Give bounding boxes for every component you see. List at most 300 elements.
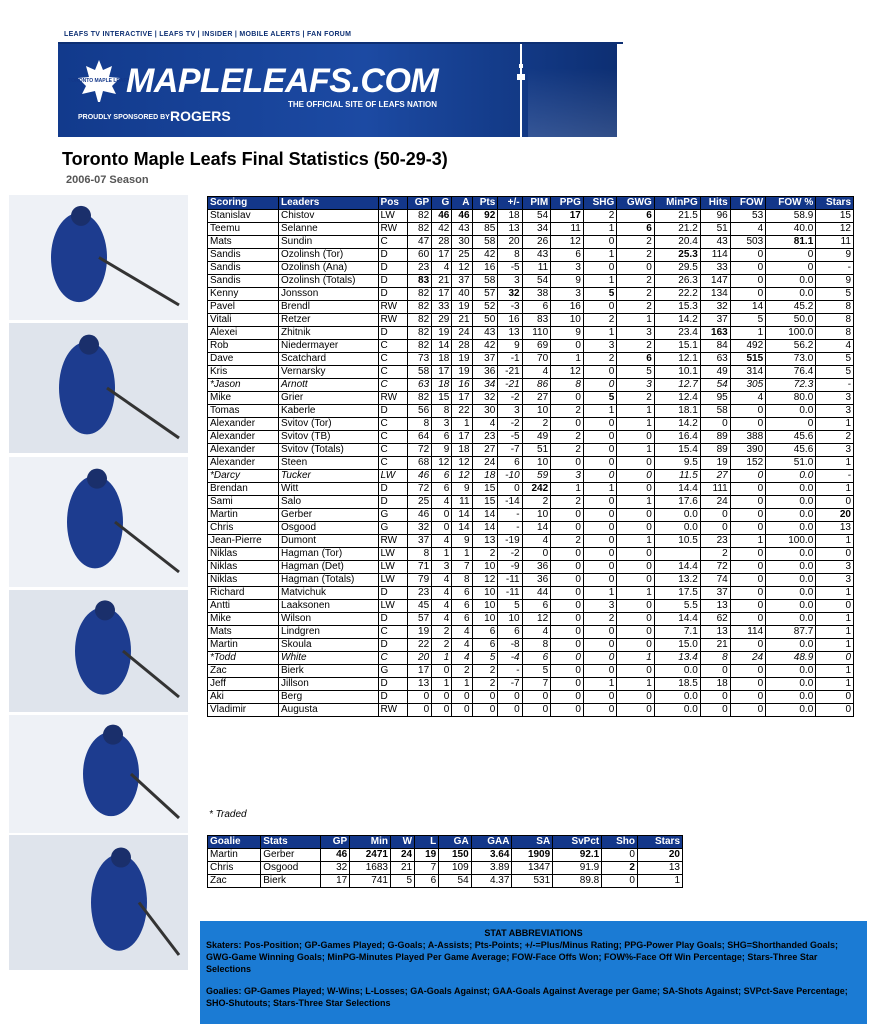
skater-cell: 2 xyxy=(432,626,452,639)
skater-cell: -19 xyxy=(498,535,522,548)
skater-cell: 5 xyxy=(498,600,522,613)
skater-cell: Grier xyxy=(279,392,379,405)
skater-cell: Martin xyxy=(208,639,279,652)
skater-cell: LW xyxy=(378,548,407,561)
skater-cell: 10 xyxy=(472,587,498,600)
skater-cell: 6 xyxy=(617,210,655,223)
skater-row xyxy=(208,327,854,340)
skater-cell: Jonsson xyxy=(279,288,379,301)
skater-cell: Jillson xyxy=(279,678,379,691)
skater-cell: 0 xyxy=(730,470,765,483)
skater-cell: 0 xyxy=(583,496,616,509)
skater-cell: 0 xyxy=(551,574,584,587)
skater-cell: 18 xyxy=(452,444,472,457)
photo-6 xyxy=(9,835,188,970)
skater-cell: 0 xyxy=(730,587,765,600)
skater-row xyxy=(208,639,854,652)
skater-header-row xyxy=(208,197,854,210)
skater-cell: 0 xyxy=(472,691,498,704)
skater-cell: 0 xyxy=(583,626,616,639)
skater-cell: 9 xyxy=(432,444,452,457)
skater-cell: 24 xyxy=(730,652,765,665)
skater-cell: 1 xyxy=(730,535,765,548)
skater-header-scoring: Scoring xyxy=(208,197,279,210)
skater-row xyxy=(208,561,854,574)
skater-cell: 114 xyxy=(700,249,730,262)
skater-cell: 23 xyxy=(407,587,431,600)
skater-cell: C xyxy=(378,431,407,444)
skater-cell: 40.0 xyxy=(766,223,816,236)
skater-cell: 82 xyxy=(407,327,431,340)
traded-note: * Traded xyxy=(209,809,247,820)
skater-cell: 314 xyxy=(730,366,765,379)
skater-cell: Niklas xyxy=(208,574,279,587)
skater-cell: 25 xyxy=(452,249,472,262)
skater-cell: Sami xyxy=(208,496,279,509)
skater-cell: 72 xyxy=(407,483,431,496)
skater-cell: LW xyxy=(378,210,407,223)
skater-cell: 4 xyxy=(432,587,452,600)
skater-row xyxy=(208,288,854,301)
skater-cell: D xyxy=(378,249,407,262)
skater-cell: 0.0 xyxy=(766,704,816,717)
skater-cell: 17 xyxy=(452,431,472,444)
skater-cell: 14 xyxy=(472,509,498,522)
skater-cell: 21 xyxy=(452,314,472,327)
skater-cell: 1 xyxy=(583,275,616,288)
skater-cell: Niedermayer xyxy=(279,340,379,353)
skater-cell: 6 xyxy=(452,613,472,626)
goalie-cell: Martin xyxy=(208,849,261,862)
skater-cell: Svitov (Totals) xyxy=(279,444,379,457)
goalie-header-goalie: Goalie xyxy=(208,836,261,849)
skater-cell: 36 xyxy=(522,561,551,574)
goalie-cell: 1683 xyxy=(350,862,391,875)
skater-cell: 87.7 xyxy=(766,626,816,639)
skater-cell: -7 xyxy=(498,444,522,457)
skater-cell: -21 xyxy=(498,366,522,379)
goalie-cell: 6 xyxy=(415,875,439,888)
skater-cell: 1 xyxy=(816,626,854,639)
skater-cell: Pavel xyxy=(208,301,279,314)
skater-cell: 38 xyxy=(522,288,551,301)
skater-cell: 1 xyxy=(452,548,472,561)
skater-cell: 0.0 xyxy=(766,574,816,587)
skater-cell: 81.1 xyxy=(766,236,816,249)
skater-cell: 3 xyxy=(617,379,655,392)
skater-cell: 10 xyxy=(472,561,498,574)
skater-cell: 0 xyxy=(583,444,616,457)
skater-cell: 0.0 xyxy=(766,548,816,561)
goalie-cell: 5 xyxy=(390,875,414,888)
skater-cell: 0.0 xyxy=(766,405,816,418)
photo-3 xyxy=(9,457,188,587)
goalie-cell: 21 xyxy=(390,862,414,875)
skater-cell: 79 xyxy=(407,574,431,587)
goalie-cell: 92.1 xyxy=(553,849,602,862)
skater-row xyxy=(208,704,854,717)
goalie-cell: 1909 xyxy=(512,849,553,862)
skater-cell: 0 xyxy=(498,691,522,704)
skater-cell: 10 xyxy=(522,405,551,418)
skater-cell: 0 xyxy=(730,691,765,704)
skater-cell: 4 xyxy=(730,223,765,236)
skater-cell: 43 xyxy=(452,223,472,236)
goalie-cell: 91.9 xyxy=(553,862,602,875)
skater-header-leaders: Leaders xyxy=(279,197,379,210)
skater-cell: 0 xyxy=(583,262,616,275)
skater-cell: 15.3 xyxy=(654,301,700,314)
skater-cell: 10 xyxy=(522,509,551,522)
skater-cell: 47 xyxy=(407,236,431,249)
skater-cell: 14 xyxy=(472,522,498,535)
skater-cell: 242 xyxy=(522,483,551,496)
skater-cell: 23 xyxy=(407,262,431,275)
goalie-header-w: W xyxy=(390,836,414,849)
skater-cell: Martin xyxy=(208,509,279,522)
skater-cell: 29 xyxy=(432,314,452,327)
skater-cell: 17.6 xyxy=(654,496,700,509)
goalie-cell: 4.37 xyxy=(471,875,512,888)
skater-cell: 10 xyxy=(522,457,551,470)
skater-cell: -2 xyxy=(498,392,522,405)
skater-cell: 0 xyxy=(583,665,616,678)
skater-cell: 390 xyxy=(730,444,765,457)
skater-cell: 0 xyxy=(551,600,584,613)
skater-cell: White xyxy=(279,652,379,665)
skater-cell: 3 xyxy=(617,327,655,340)
skater-cell: 0 xyxy=(551,587,584,600)
skater-cell: 0 xyxy=(551,626,584,639)
skater-cell: 0.0 xyxy=(654,665,700,678)
skater-cell: Jean-Pierre xyxy=(208,535,279,548)
skater-cell: 1 xyxy=(816,483,854,496)
skater-row xyxy=(208,301,854,314)
skater-cell: -2 xyxy=(498,418,522,431)
skater-cell: 27 xyxy=(700,470,730,483)
skater-cell: 3 xyxy=(551,262,584,275)
skater-cell: 36 xyxy=(472,366,498,379)
site-name[interactable]: MAPLELEAFS.COM xyxy=(126,62,439,100)
skater-cell: 40 xyxy=(452,288,472,301)
skater-cell: 1 xyxy=(816,613,854,626)
skater-row xyxy=(208,444,854,457)
skater-cell: 23.4 xyxy=(654,327,700,340)
skater-row xyxy=(208,418,854,431)
skater-cell: 1 xyxy=(617,587,655,600)
skater-cell: - xyxy=(816,379,854,392)
skater-cell: 18 xyxy=(472,470,498,483)
skater-cell: 6 xyxy=(472,626,498,639)
skater-cell: 1 xyxy=(617,496,655,509)
skater-cell: 6 xyxy=(522,600,551,613)
skater-cell: 15.1 xyxy=(654,340,700,353)
skater-cell: RW xyxy=(378,704,407,717)
skater-cell: 25.3 xyxy=(654,249,700,262)
skater-cell: -9 xyxy=(498,561,522,574)
skater-cell: 0.0 xyxy=(766,509,816,522)
skater-cell: 0 xyxy=(766,418,816,431)
skater-cell: 6 xyxy=(522,301,551,314)
skater-cell: 0 xyxy=(583,366,616,379)
skater-cell: 111 xyxy=(700,483,730,496)
skater-cell: 4 xyxy=(522,626,551,639)
skater-cell: 8 xyxy=(407,548,431,561)
skater-cell: *Todd xyxy=(208,652,279,665)
skater-cell: 6 xyxy=(498,457,522,470)
skater-cell: Sundin xyxy=(279,236,379,249)
skater-header-gp: GP xyxy=(407,197,431,210)
skater-cell: 1 xyxy=(452,678,472,691)
skater-cell: 10 xyxy=(472,600,498,613)
skater-cell: 76.4 xyxy=(766,366,816,379)
skater-cell: 3 xyxy=(498,275,522,288)
skater-header-hits: Hits xyxy=(700,197,730,210)
skater-cell: 4 xyxy=(452,626,472,639)
skater-cell: Sandis xyxy=(208,275,279,288)
goalie-cell: 741 xyxy=(350,875,391,888)
skater-cell: 32 xyxy=(472,392,498,405)
skater-cell: 32 xyxy=(498,288,522,301)
skater-cell: 0 xyxy=(617,574,655,587)
skater-cell: 3 xyxy=(498,405,522,418)
skater-cell: 0 xyxy=(730,405,765,418)
skater-row xyxy=(208,548,854,561)
sponsor-label: PROUDLY SPONSORED BY xyxy=(78,114,170,121)
site-banner[interactable] xyxy=(58,28,617,137)
goalie-header-stars: Stars xyxy=(637,836,682,849)
skater-cell: 14.2 xyxy=(654,418,700,431)
skater-cell: 12.4 xyxy=(654,392,700,405)
skater-cell: 13 xyxy=(472,535,498,548)
skater-cell: 2 xyxy=(617,340,655,353)
goalie-stats-table xyxy=(207,835,683,888)
skater-cell: 1 xyxy=(583,587,616,600)
skater-cell: 14 xyxy=(452,522,472,535)
skater-cell: 0 xyxy=(452,704,472,717)
skater-cell: 4 xyxy=(472,418,498,431)
skater-cell: 6 xyxy=(472,639,498,652)
skater-cell: 1 xyxy=(816,535,854,548)
skater-cell: 0 xyxy=(617,262,655,275)
skater-cell: 33 xyxy=(700,262,730,275)
skater-header-a: A xyxy=(452,197,472,210)
skater-cell: 26.3 xyxy=(654,275,700,288)
skater-cell: 9 xyxy=(816,275,854,288)
skater-cell: 24 xyxy=(472,457,498,470)
skater-cell: 1 xyxy=(432,548,452,561)
skater-cell: 0 xyxy=(498,483,522,496)
skater-cell: 0 xyxy=(700,522,730,535)
goalie-header-sa: SA xyxy=(512,836,553,849)
skater-cell: RW xyxy=(378,223,407,236)
skater-cell: 163 xyxy=(700,327,730,340)
skater-cell: 2 xyxy=(432,639,452,652)
skater-cell: 0 xyxy=(583,561,616,574)
skater-cell: Lindgren xyxy=(279,626,379,639)
skater-cell: Dave xyxy=(208,353,279,366)
skater-cell: 12 xyxy=(551,236,584,249)
skater-cell: 60 xyxy=(407,249,431,262)
skater-cell: 0 xyxy=(730,509,765,522)
skater-cell: 15.0 xyxy=(654,639,700,652)
skater-cell: 0.0 xyxy=(766,288,816,301)
skater-cell: 0.0 xyxy=(654,691,700,704)
skater-cell: D xyxy=(378,405,407,418)
skater-cell: 20 xyxy=(407,652,431,665)
skater-cell: 0 xyxy=(551,652,584,665)
skater-cell: 0 xyxy=(522,548,551,561)
skater-cell: 1 xyxy=(432,678,452,691)
skater-cell: 2 xyxy=(617,236,655,249)
skater-cell: 10 xyxy=(498,613,522,626)
skater-cell: Niklas xyxy=(208,548,279,561)
skater-cell: 0 xyxy=(700,418,730,431)
skater-cell: 2 xyxy=(472,678,498,691)
skater-cell: Witt xyxy=(279,483,379,496)
skater-cell: Svitov (TB) xyxy=(279,431,379,444)
banner-nav[interactable]: LEAFS TV INTERACTIVE | LEAFS TV | INSIDER | MOBILE ALERTS | FAN FORUM xyxy=(58,28,623,44)
skater-cell: 4 xyxy=(730,392,765,405)
skater-cell: 492 xyxy=(730,340,765,353)
skater-cell: 0 xyxy=(551,418,584,431)
skater-cell: 58.9 xyxy=(766,210,816,223)
skater-cell: 0 xyxy=(617,639,655,652)
skater-cell: 1 xyxy=(583,327,616,340)
skater-cell: 44 xyxy=(522,587,551,600)
skater-row xyxy=(208,379,854,392)
skater-cell: 54 xyxy=(522,210,551,223)
skater-cell: 9 xyxy=(498,340,522,353)
skater-cell: 305 xyxy=(730,379,765,392)
skater-cell: 34 xyxy=(522,223,551,236)
skater-cell: 11 xyxy=(551,223,584,236)
skater-cell: 10 xyxy=(551,314,584,327)
skater-cell: 0 xyxy=(700,509,730,522)
skater-cell: 2 xyxy=(617,288,655,301)
skater-cell: Kenny xyxy=(208,288,279,301)
sponsor-name[interactable]: ROGERS xyxy=(170,108,231,124)
skater-cell: 71 xyxy=(407,561,431,574)
skater-cell: Mike xyxy=(208,613,279,626)
skater-row xyxy=(208,613,854,626)
skater-cell: 0 xyxy=(730,262,765,275)
skater-cell: 58 xyxy=(472,236,498,249)
skater-cell: 0.0 xyxy=(654,522,700,535)
skater-cell: *Jason xyxy=(208,379,279,392)
skater-cell: RW xyxy=(378,314,407,327)
skater-cell: 33 xyxy=(432,301,452,314)
skater-cell: 0 xyxy=(730,288,765,301)
skater-cell: 1 xyxy=(816,639,854,652)
skater-header-minpg: MinPG xyxy=(654,197,700,210)
skater-cell: Ozolinsh (Totals) xyxy=(279,275,379,288)
skater-cell: Alexander xyxy=(208,418,279,431)
skater-cell: Kaberle xyxy=(279,405,379,418)
skater-cell: 0 xyxy=(498,704,522,717)
skater-cell: Sandis xyxy=(208,262,279,275)
skater-cell: 12 xyxy=(452,457,472,470)
skater-cell: 89 xyxy=(700,444,730,457)
goalie-cell: 531 xyxy=(512,875,553,888)
skater-cell: 1 xyxy=(816,418,854,431)
skater-cell: 6 xyxy=(452,587,472,600)
skater-cell: D xyxy=(378,496,407,509)
skater-cell: 82 xyxy=(407,223,431,236)
skater-row xyxy=(208,665,854,678)
skater-cell: D xyxy=(378,262,407,275)
stat-abbreviations xyxy=(200,921,867,1024)
skater-cell: 49 xyxy=(700,366,730,379)
skater-cell: 86 xyxy=(522,379,551,392)
skater-cell: 1 xyxy=(617,418,655,431)
skater-cell: 37 xyxy=(452,275,472,288)
skater-cell: 45.6 xyxy=(766,444,816,457)
skater-cell: 37 xyxy=(700,587,730,600)
skater-cell: 9 xyxy=(452,483,472,496)
skater-cell: Kris xyxy=(208,366,279,379)
skater-cell: 16 xyxy=(498,314,522,327)
skater-cell: 0 xyxy=(617,600,655,613)
skater-cell: 9 xyxy=(452,535,472,548)
skater-row xyxy=(208,210,854,223)
goalie-cell: 46 xyxy=(321,849,350,862)
skater-cell: 18 xyxy=(498,210,522,223)
skater-cell: 42 xyxy=(432,223,452,236)
skater-cell: 0 xyxy=(432,691,452,704)
skater-row xyxy=(208,522,854,535)
skater-cell: Alexander xyxy=(208,431,279,444)
skater-cell: 56.2 xyxy=(766,340,816,353)
photo-4 xyxy=(9,590,188,712)
skater-row xyxy=(208,431,854,444)
skater-cell: 11.5 xyxy=(654,470,700,483)
skater-cell: 14.4 xyxy=(654,613,700,626)
skater-cell: 6 xyxy=(432,431,452,444)
skater-row xyxy=(208,366,854,379)
skater-cell: 58 xyxy=(407,366,431,379)
skater-row xyxy=(208,340,854,353)
skater-cell: 52 xyxy=(472,301,498,314)
skater-cell: 0 xyxy=(617,470,655,483)
skater-cell: 2 xyxy=(472,548,498,561)
skyline-decoration xyxy=(528,68,618,137)
skater-cell: -8 xyxy=(498,639,522,652)
skater-cell: Richard xyxy=(208,587,279,600)
skater-cell: 2 xyxy=(700,548,730,561)
skater-cell: - xyxy=(498,522,522,535)
skater-cell: 19 xyxy=(432,327,452,340)
skater-cell: 22 xyxy=(452,405,472,418)
skater-cell: 0.0 xyxy=(654,509,700,522)
skater-cell: 0 xyxy=(522,704,551,717)
goalie-cell: 3.89 xyxy=(471,862,512,875)
skater-header-g: G xyxy=(432,197,452,210)
skater-cell: RW xyxy=(378,392,407,405)
skater-cell: 147 xyxy=(700,275,730,288)
skater-cell: 4 xyxy=(432,574,452,587)
skater-cell: 0 xyxy=(551,613,584,626)
skater-cell: 0 xyxy=(551,678,584,691)
skater-cell: 19 xyxy=(452,301,472,314)
goalie-cell: Bierk xyxy=(261,875,321,888)
skater-cell: 4 xyxy=(452,639,472,652)
skater-cell: Hagman (Det) xyxy=(279,561,379,574)
maple-leaf-logo-icon xyxy=(68,58,130,104)
skater-cell: 12 xyxy=(452,262,472,275)
skater-cell: 37 xyxy=(700,314,730,327)
skater-cell: 4 xyxy=(522,535,551,548)
